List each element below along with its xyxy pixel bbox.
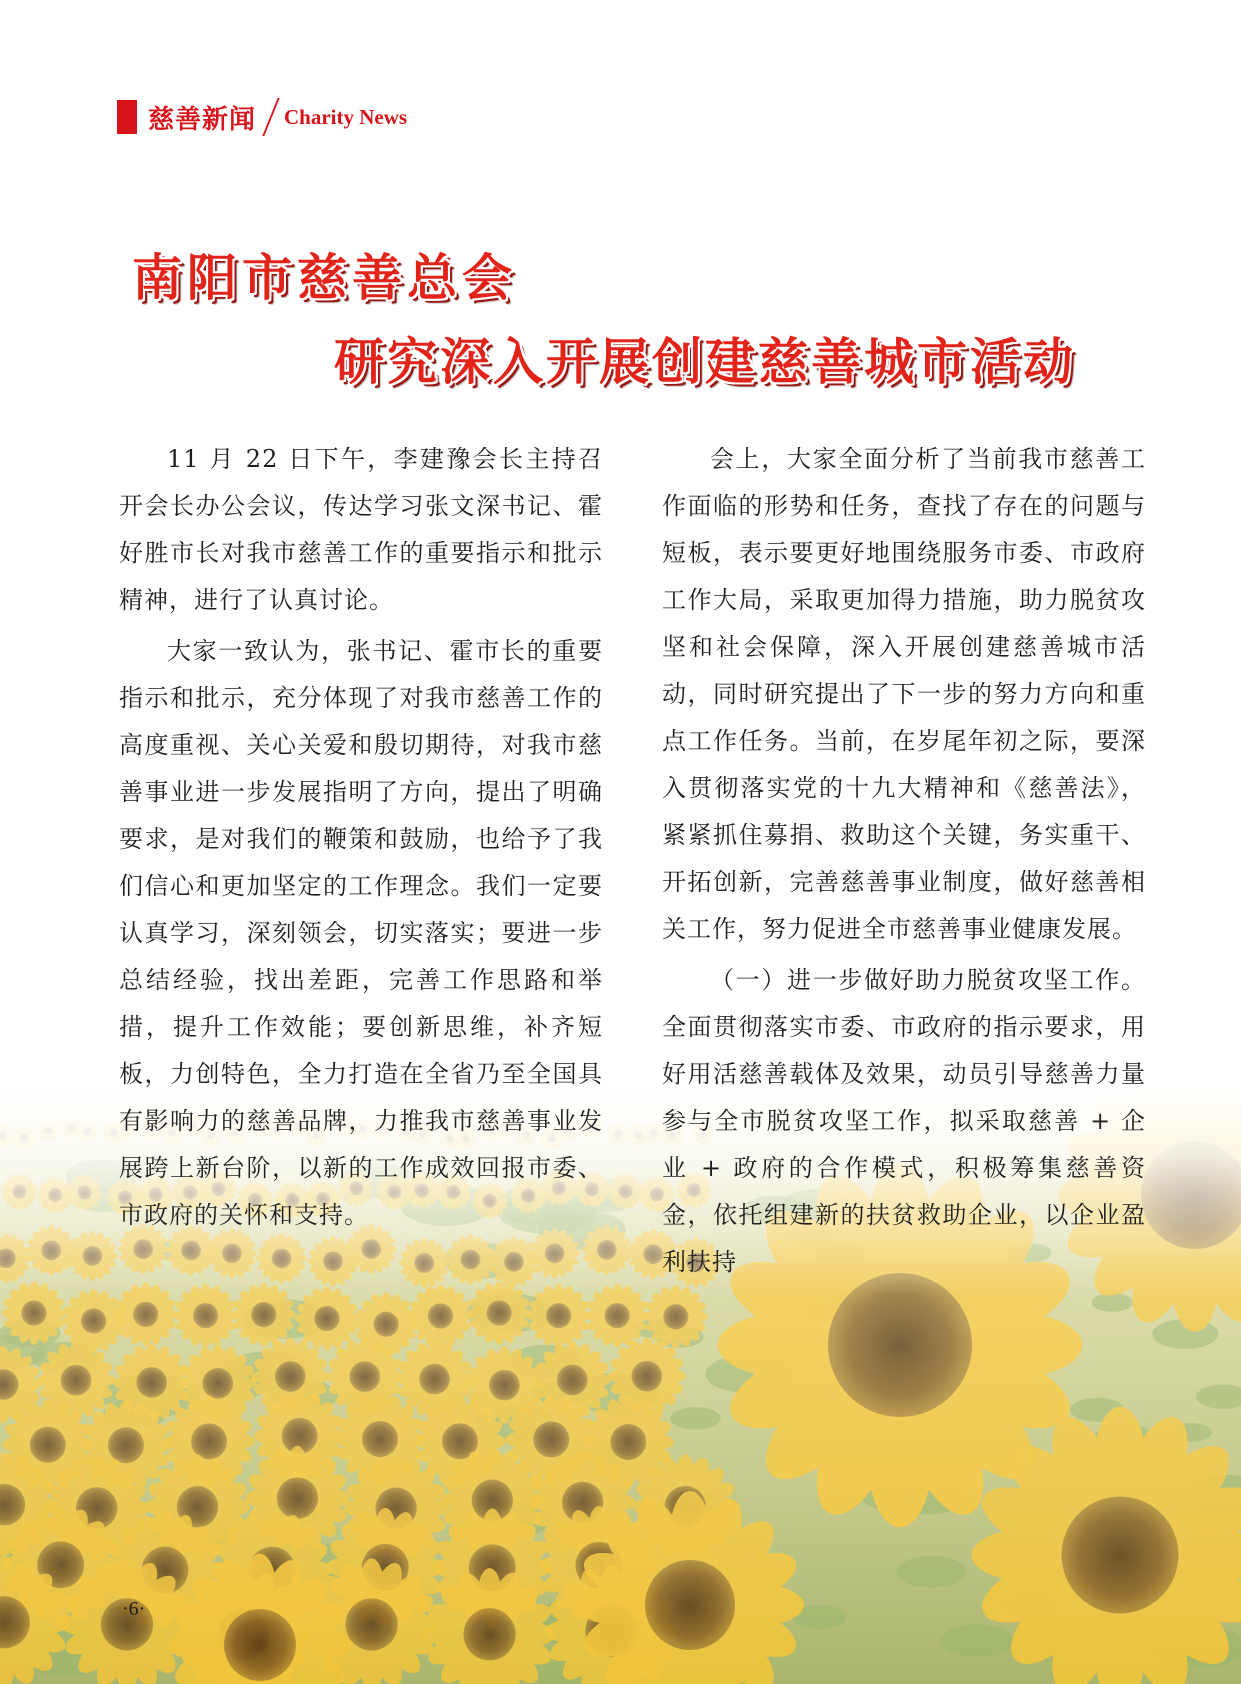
section-title-en: Charity News [284, 104, 408, 129]
article-title-line-2: 研究深入开展创建慈善城市活动 [334, 333, 1076, 391]
paragraph: （一）进一步做好助力脱贫攻坚工作。全面贯彻落实市委、市政府的指示要求，用好用活慈善载体及效果，动员引导慈善力量参与全市脱贫攻坚工作，拟采取慈善 + 企业 + 政府的合作模式，积极筹集慈善资金，依托组建新的扶贫救助企业，以企业盈利扶持 [662, 966, 1146, 1276]
paragraph: 会上，大家全面分析了当前我市慈善工作面临的形势和任务，查找了存在的问题与短板，表示要更好地围绕服务市委、市政府工作大局，采取更加得力措施，助力脱贫攻坚和社会保障，深入开展创建慈善城市活动，同时研究提出了下一步的努力方向和重点工作任务。当前，在岁尾年初之际，要深入贯彻落实党的十九大精神和《慈善法》，紧紧抓住募捐、救助这个关键，务实重干、开拓创新，完善慈善事业制度，做好慈善相关工作，努力促进全市慈善事业健康发展。 [662, 445, 1146, 943]
article-title-line-1: 南阳市慈善总会 [132, 249, 517, 307]
section-header [117, 98, 407, 136]
paragraph: 11 月 22 日下午，李建豫会长主持召开会长办公会议，传达学习张文深书记、霍好胜市长对我市慈善工作的重要指示和批示精神，进行了认真讨论。 [119, 445, 603, 614]
section-divider [262, 98, 279, 136]
body-column-right [662, 436, 1146, 1290]
section-marker [117, 100, 137, 134]
section-title-cn: 慈善新闻 [148, 104, 257, 135]
body-column-left [119, 436, 603, 1243]
paragraph: 大家一致认为，张书记、霍市长的重要指示和批示，充分体现了对我市慈善工作的高度重视、关心关爱和殷切期待，对我市慈善事业进一步发展指明了方向，提出了明确要求，是对我们的鞭策和鼓励，也给予了我们信心和更加坚定的工作理念。我们一定要认真学习，深刻领会，切实落实；要进一步总结经验，找出差距，完善工作思路和举措，提升工作效能；要创新思维，补齐短板，力创特色，全力打造在全省乃至全国具有影响力的慈善品牌，力推我市慈善事业发展跨上新台阶，以新的工作成效回报市委、市政府的关怀和支持。 [119, 637, 603, 1229]
page-number: ·6· [122, 1598, 146, 1620]
